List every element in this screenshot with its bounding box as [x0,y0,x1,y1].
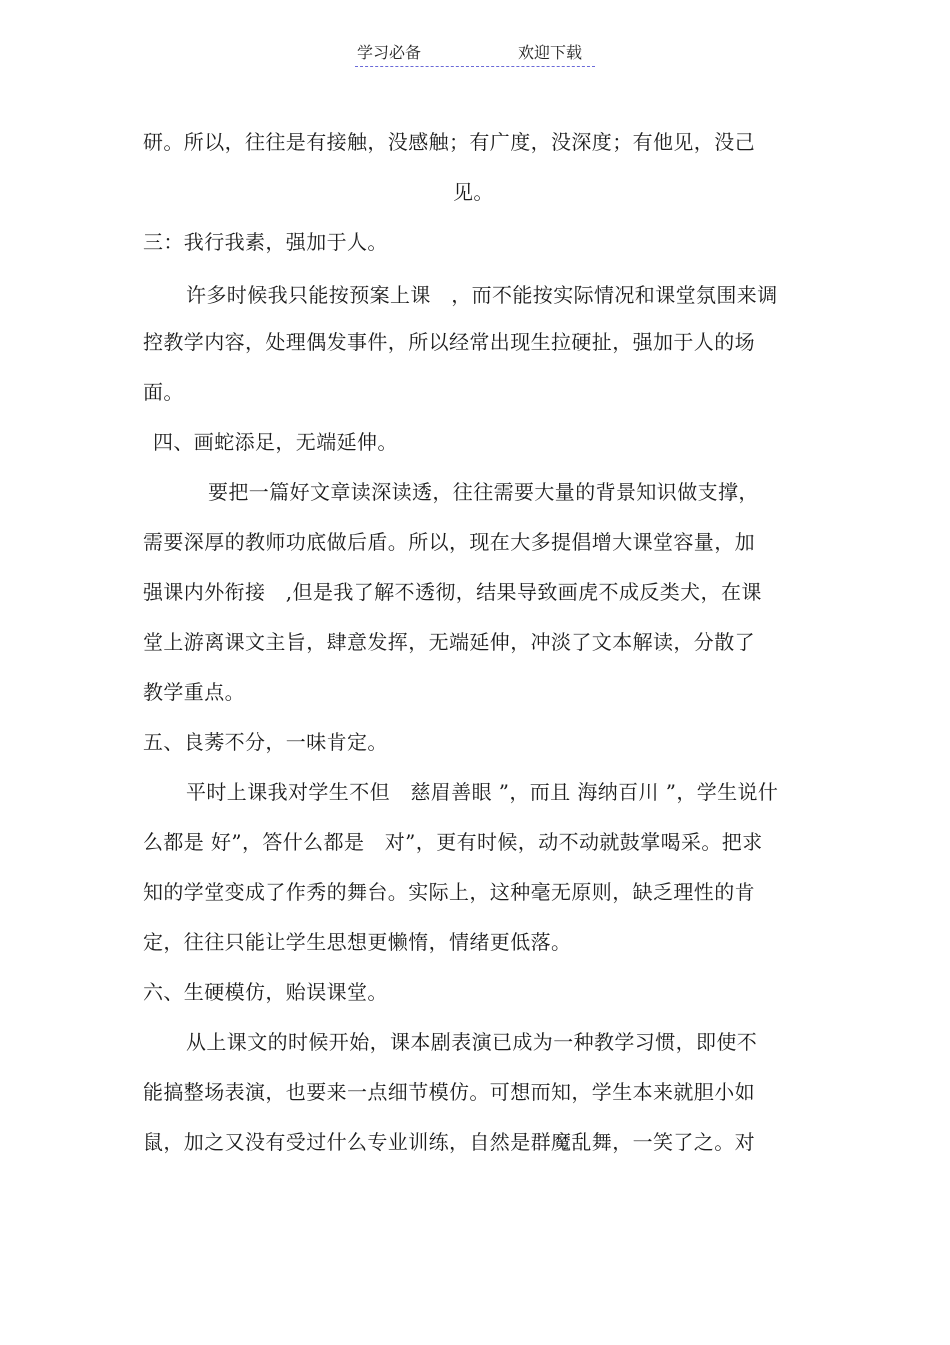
body-line: 要把一篇好文章读深读透，往往需要大量的背景知识做支撑， [208,480,759,504]
body-line: 研。所以，往往是有接触，没感触；有广度，没深度；有他见，没己 [143,130,755,154]
body-line: 教学重点。 [143,680,245,704]
body-line: 见。 [453,180,494,204]
body-line: 平时上课我对学生不但 慈眉善眼 ”，而且 海纳百川 ”，学生说什 [186,780,779,804]
body-line: 能搞整场表演，也要来一点细节模仿。可想而知，学生本来就胆小如 [143,1080,755,1104]
body-line: 需要深厚的教师功底做后盾。所以，现在大多提倡增大课堂容量，加 [143,530,755,554]
body-line: 知的学堂变成了作秀的舞台。实际上，这种毫无原则，缺乏理性的肯 [143,880,755,904]
header-right-text: 欢迎下载 [518,43,583,62]
section-heading-6: 六、生硬模仿，贻误课堂。 [143,980,388,1004]
body-line: 强课内外衔接 ,但是我了解不透彻，结果导致画虎不成反类犬，在课 [143,580,762,604]
body-line: 么都是 好”，答什么都是 对”，更有时候，动不动就鼓掌喝采。把求 [143,830,763,854]
section-heading-4: 四、画蛇添足，无端延伸。 [153,430,398,454]
page-header [355,40,595,67]
header-left-text: 学习必备 [357,43,422,62]
section-heading-3: 三：我行我素，强加于人。 [143,230,388,254]
body-line: 面。 [143,380,184,404]
body-line: 鼠，加之又没有受过什么专业训练，自然是群魔乱舞，一笑了之。对 [143,1130,755,1154]
body-line: 定，往往只能让学生思想更懒惰，情绪更低落。 [143,930,572,954]
body-line: 从上课文的时候开始，课本剧表演已成为一种教学习惯，即使不 [186,1030,758,1054]
body-line: 堂上游离课文主旨，肆意发挥，无端延伸，冲淡了文本解读，分散了 [143,630,755,654]
section-heading-5: 五、良莠不分，一味肯定。 [143,730,388,754]
body-line: 许多时候我只能按预案上课 ，而不能按实际情况和课堂氛围来调 [186,283,778,307]
body-line: 控教学内容，处理偶发事件，所以经常出现生拉硬扯，强加于人的场 [143,330,755,354]
